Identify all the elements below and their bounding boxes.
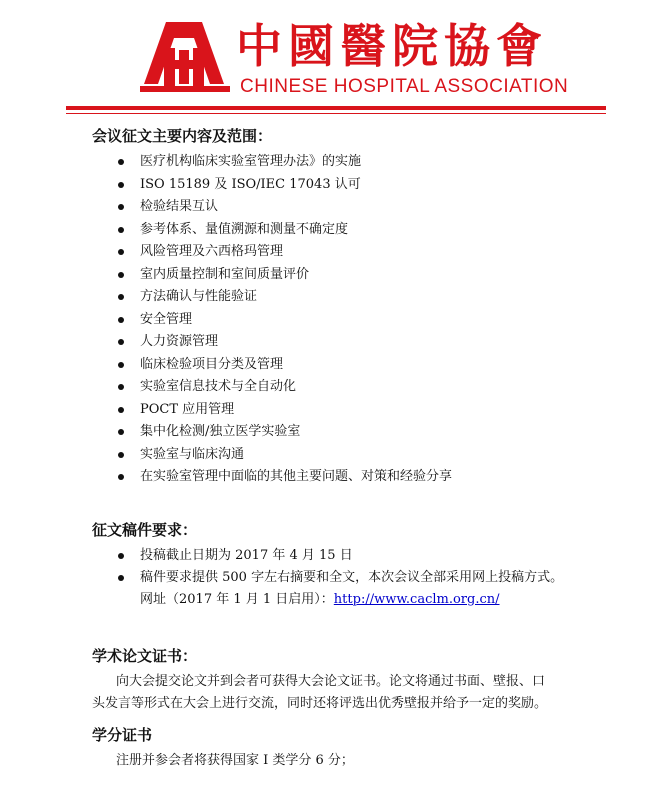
requirements-heading: 征文稿件要求：	[92, 521, 198, 539]
certificate-heading: 学术论文证书：	[92, 647, 198, 665]
list-item: 风险管理及六西格玛管理	[116, 241, 452, 264]
topics-list	[116, 151, 452, 489]
list-item: 临床检验项目分类及管理	[116, 354, 452, 377]
certificate-line-2: 头发言等形式在大会上进行交流，同时还将评选出优秀壁报并给予一定的奖励。	[92, 696, 548, 711]
list-item: 稿件要求提供 500 字左右摘要和全文，本次会议全部采用网上投稿方式。	[116, 567, 563, 589]
certificate-line-1: 向大会提交论文并到会者可获得大会论文证书。论文将通过书面、壁报、口	[116, 674, 546, 689]
list-item: 医疗机构临床实验室管理办法》的实施	[116, 151, 452, 174]
header-rule-thin	[66, 113, 606, 114]
list-item: 在实验室管理中面临的其他主要问题、对策和经验分享	[116, 466, 452, 489]
header-rule-thick	[66, 106, 606, 110]
list-item: POCT 应用管理	[116, 399, 452, 422]
list-item: 实验室信息技术与全自动化	[116, 376, 452, 399]
list-item: 室内质量控制和室间质量评价	[116, 264, 452, 287]
hospital-association-logo-icon	[136, 14, 232, 96]
credits-heading: 学分证书	[92, 726, 153, 744]
list-item: 投稿截止日期为 2017 年 4 月 15 日	[116, 545, 563, 567]
list-item: 安全管理	[116, 309, 452, 332]
topics-heading: 会议征文主要内容及范围：	[92, 127, 273, 145]
url-prefix: 网址（2017 年 1 月 1 日启用）：	[140, 592, 334, 607]
association-name-cn: 中國醫院協會	[236, 19, 548, 73]
list-item: 人力资源管理	[116, 331, 452, 354]
list-item: 集中化检测/独立医学实验室	[116, 421, 452, 444]
submission-url-line	[116, 589, 500, 611]
association-name-en: CHINESE HOSPITAL ASSOCIATION	[240, 76, 569, 97]
list-item: 方法确认与性能验证	[116, 286, 452, 309]
certificate-paragraph	[92, 671, 582, 715]
list-item: 参考体系、量值溯源和测量不确定度	[116, 219, 452, 242]
credits-paragraph	[92, 750, 582, 772]
credits-text: 注册并参会者将获得国家 I 类学分 6 分；	[116, 753, 354, 768]
submission-link[interactable]: http://www.caclm.org.cn/	[333, 592, 500, 607]
letterhead	[0, 0, 658, 118]
requirements-list	[116, 545, 563, 589]
list-item: ISO 15189 及 ISO/IEC 17043 认可	[116, 174, 452, 197]
list-item: 实验室与临床沟通	[116, 444, 452, 467]
list-item: 检验结果互认	[116, 196, 452, 219]
